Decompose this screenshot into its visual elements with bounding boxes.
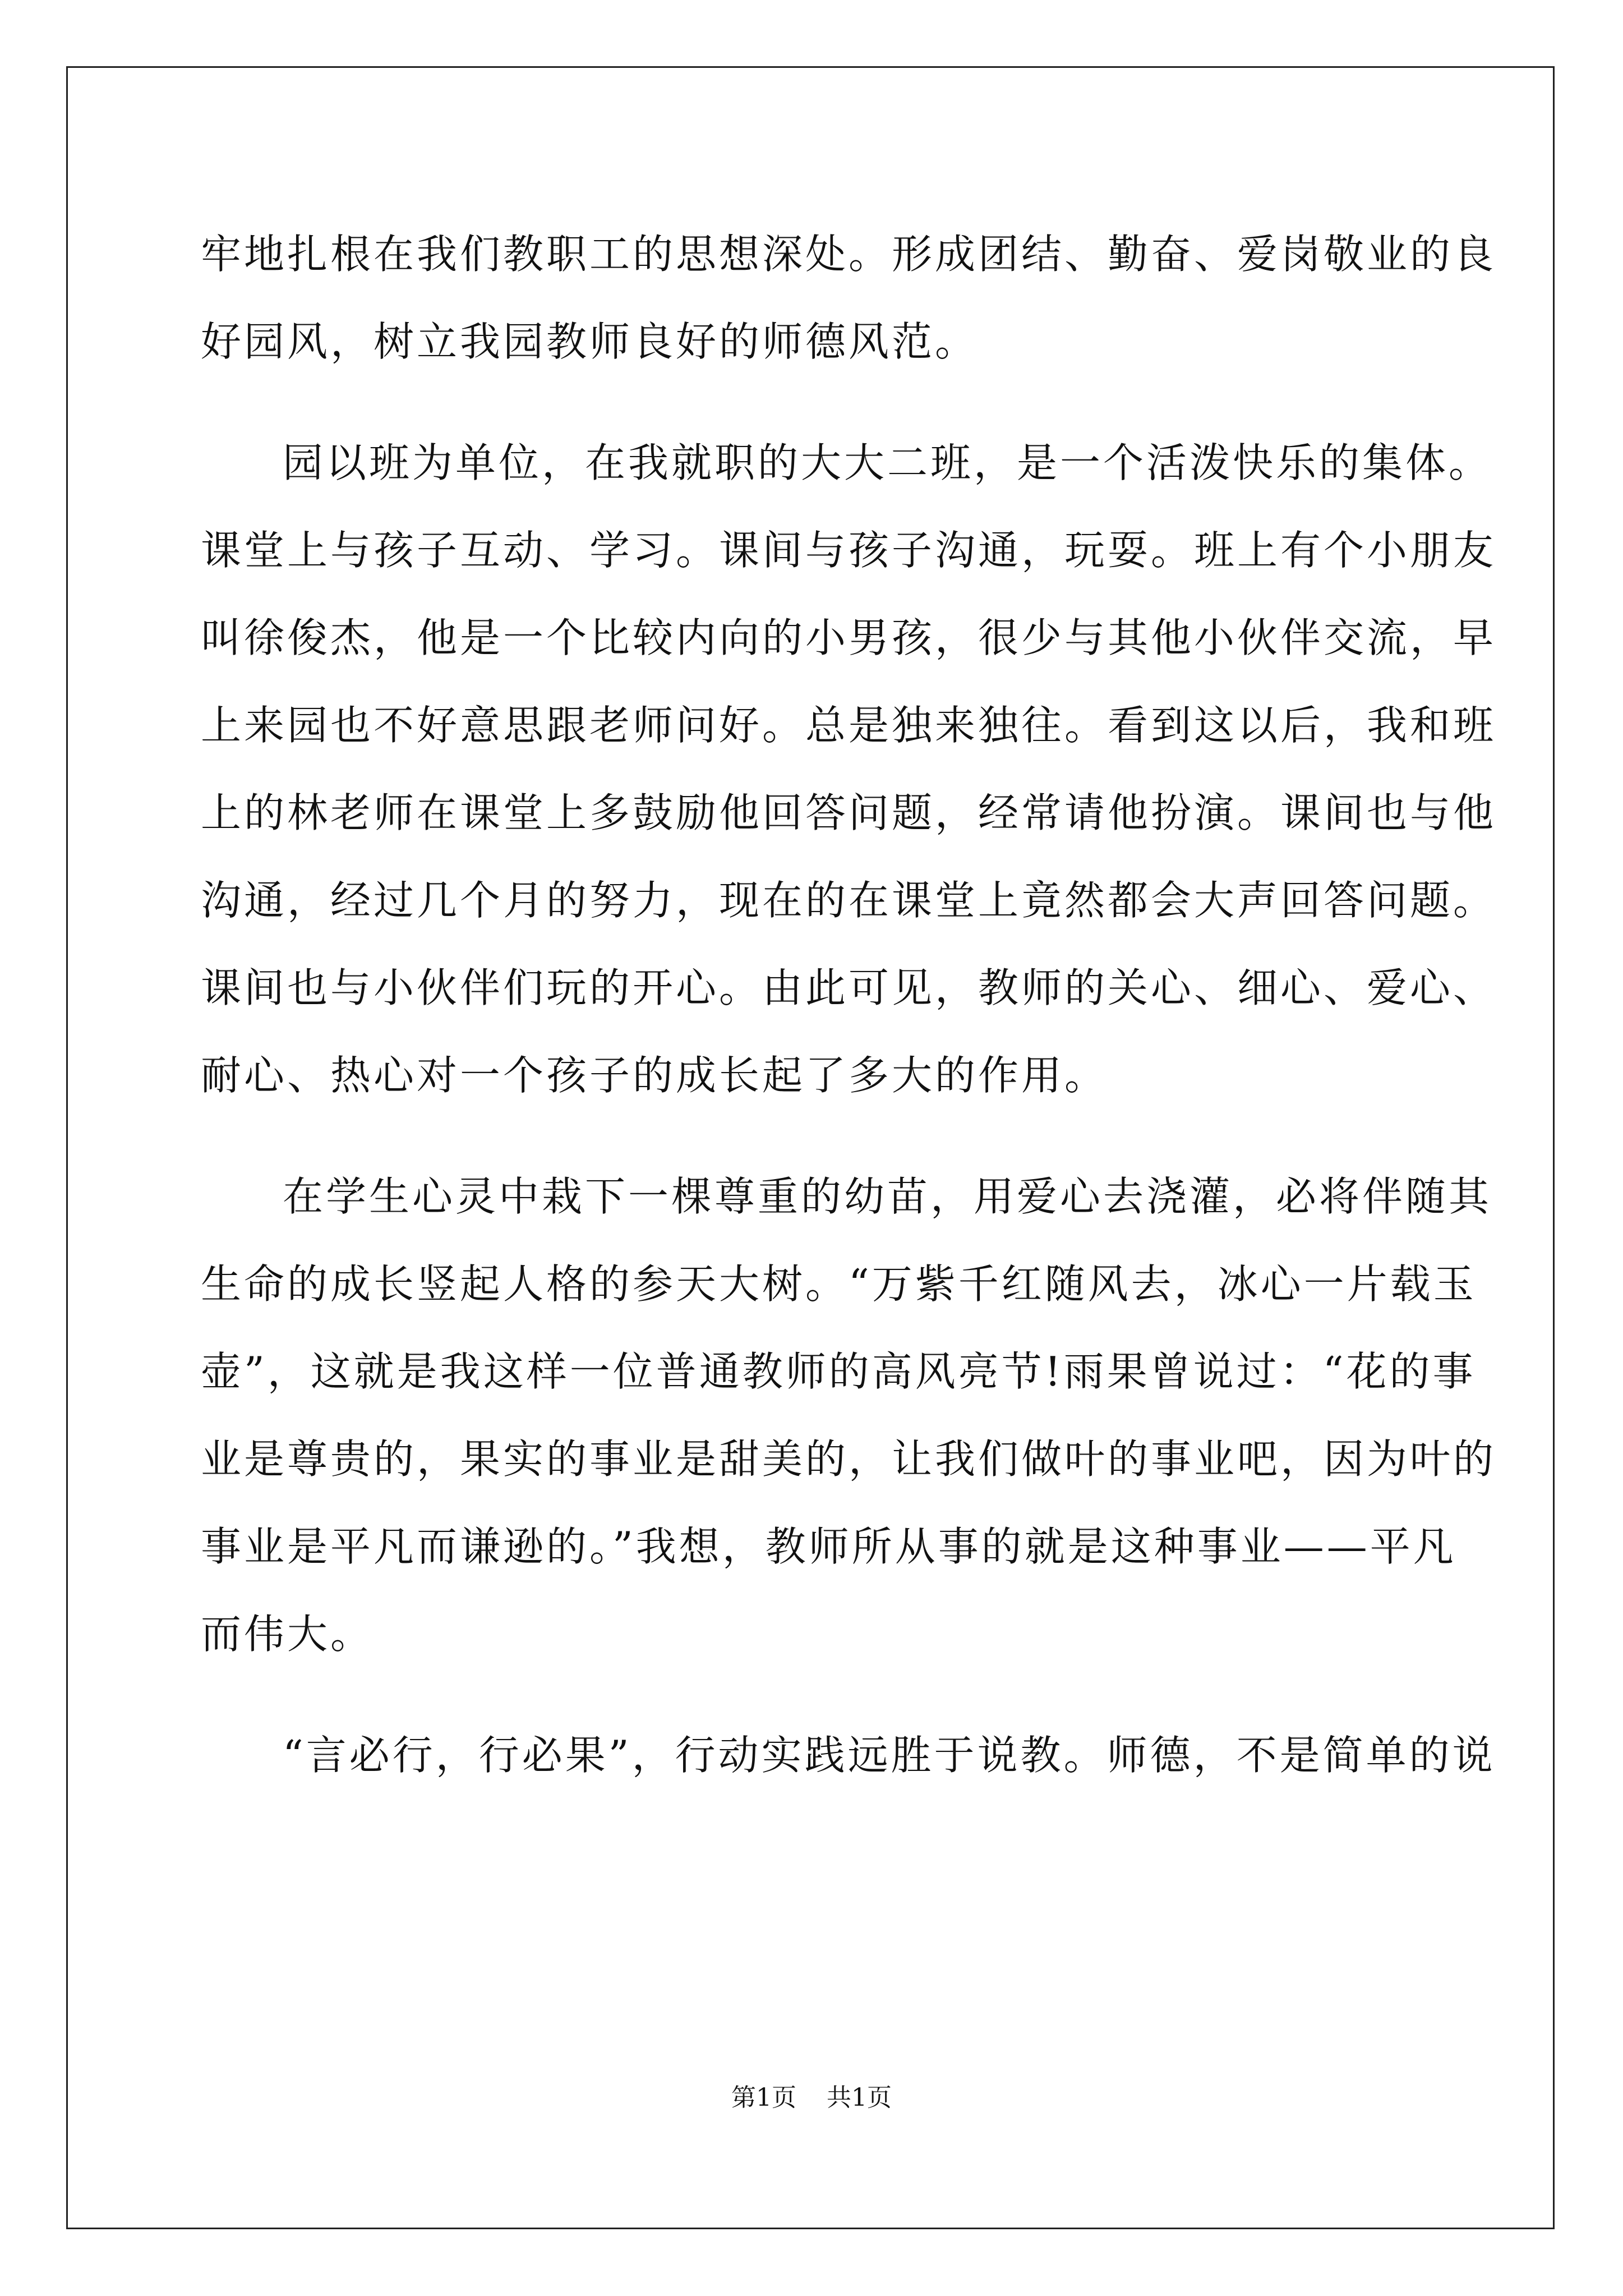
document-body <box>201 210 1497 1799</box>
text-line: 壶”，这就是我这样一位普通教师的高风亮节!雨果曾说过：“花的事 <box>201 1348 1476 1395</box>
text-line: 园以班为单位，在我就职的大大二班，是一个活泼快乐的集体。 <box>283 439 1492 486</box>
page-number: 第1页 <box>731 2083 796 2112</box>
text-line: 生命的成长竖起人格的参天大树。“万紫千红随风去，冰心一片载玉 <box>201 1260 1477 1308</box>
text-line: 耐心、热心对一个孩子的成长起了多大的作用。 <box>201 1052 1108 1099</box>
text-line: 牢地扎根在我们教职工的思想深处。形成团结、勤奋、爱岗敬业的良 <box>201 231 1497 278</box>
text-line: 上来园也不好意思跟老师问好。总是独来独往。看到这以后，我和班 <box>201 702 1497 749</box>
text-line: 课堂上与孩子互动、学习。课间与孩子沟通，玩耍。班上有个小朋友 <box>201 527 1497 574</box>
paragraph-3 <box>201 1153 1497 1678</box>
text-line: 上的林老师在课堂上多鼓励他回答问题，经常请他扮演。课间也与他 <box>201 789 1497 836</box>
page-total: 共1页 <box>827 2083 892 2112</box>
text-line: 叫徐俊杰，他是一个比较内向的小男孩，很少与其他小伙伴交流，早 <box>201 614 1497 661</box>
text-line: 业是尊贵的，果实的事业是甜美的，让我们做叶的事业吧，因为叶的 <box>201 1435 1497 1483</box>
paragraph-4 <box>201 1711 1496 1799</box>
text-line: 沟通，经过几个月的努力，现在的在课堂上竟然都会大声回答问题。 <box>201 877 1497 924</box>
page-footer <box>0 2081 1623 2115</box>
text-line: 而伟大。 <box>201 1611 374 1658</box>
text-line: 在学生心灵中栽下一棵尊重的幼苗，用爱心去浇灌，必将伴随其 <box>283 1173 1492 1220</box>
text-line: 课间也与小伙伴们玩的开心。由此可见，教师的关心、细心、爱心、 <box>201 964 1497 1011</box>
paragraph-2 <box>201 419 1497 1119</box>
text-line: 好园风，树立我园教师良好的师德风范。 <box>201 318 979 365</box>
text-line: 事业是平凡而谦逊的。”我想，教师所从事的就是这种事业——平凡 <box>201 1523 1456 1570</box>
text-line: “言必行，行必果”，行动实践远胜于说教。师德，不是简单的说 <box>283 1732 1496 1779</box>
paragraph-1 <box>201 210 1497 385</box>
